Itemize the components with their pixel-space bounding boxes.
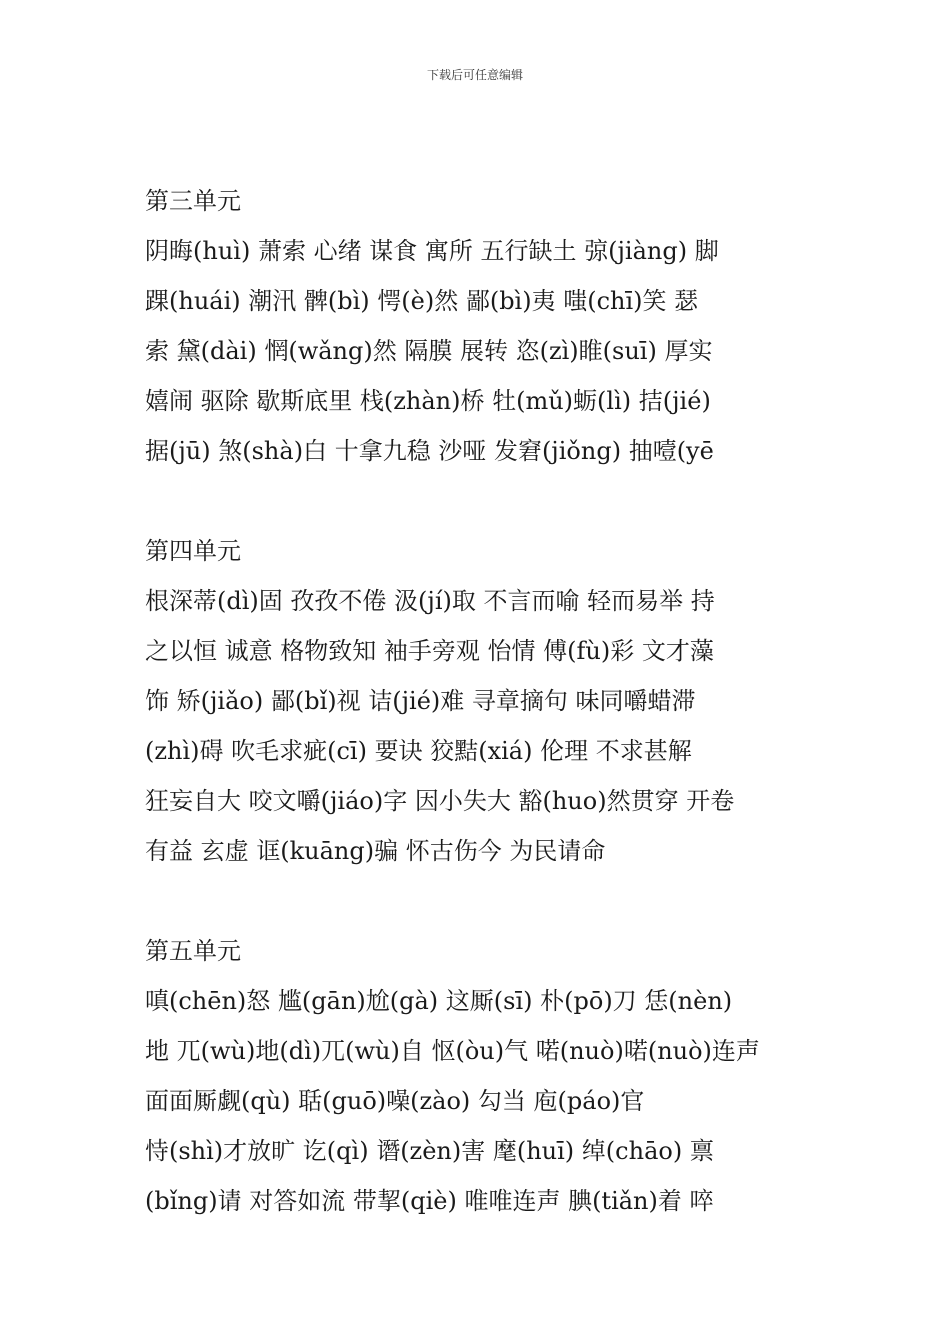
text-line: 根深蒂(dì)固 孜孜不倦 汲(jí)取 不言而喻 轻而易举 持	[145, 587, 715, 615]
text-line: 嬉闹 驱除 歇斯底里 栈(zhàn)桥 牡(mǔ)蛎(lì) 拮(jié)	[145, 387, 711, 415]
text-line: (bǐng)请 对答如流 带挈(qiè) 唯唯连声 腆(tiǎn)着 啐	[145, 1187, 714, 1215]
text-line: 嗔(chēn)怒 尴(gān)尬(gà) 这厮(sī) 朴(pō)刀 恁(nèn)	[145, 987, 733, 1015]
text-line: 有益 玄虚 诓(kuāng)骗 怀古伤今 为民请命	[145, 837, 606, 865]
text-line: 踝(huái) 潮汛 髀(bì) 愕(è)然 鄙(bì)夷 嗤(chī)笑 瑟	[145, 287, 699, 315]
page-header-note: 下载后可任意编辑	[426, 68, 523, 82]
section-title: 第四单元	[145, 537, 241, 565]
section-title: 第三单元	[145, 187, 241, 215]
text-line: 饰 矫(jiǎo) 鄙(bǐ)视 诘(jié)难 寻章摘句 味同嚼蜡滞	[145, 687, 696, 715]
section-title: 第五单元	[145, 937, 241, 965]
text-line: (zhì)碍 吹毛求疵(cī) 要诀 狡黠(xiá) 伦理 不求甚解	[145, 737, 692, 765]
section-unit-3	[145, 176, 810, 476]
section-gap	[145, 876, 810, 926]
text-line: 地 兀(wù)地(dì)兀(wù)自 怄(òu)气 喏(nuò)喏(nuò)连声	[145, 1037, 760, 1065]
text-line: 面面厮觑(qù) 聒(guō)噪(zào) 勾当 庖(páo)官	[145, 1087, 645, 1115]
text-line: 之以恒 诚意 格物致知 袖手旁观 怡情 傅(fù)彩 文才藻	[145, 637, 714, 665]
text-line: 索 黛(dài) 惘(wǎng)然 隔膜 展转 恣(zì)睢(suī) 厚实	[145, 337, 713, 365]
section-unit-4	[145, 526, 810, 876]
section-unit-5	[145, 926, 810, 1226]
section-gap	[145, 476, 810, 526]
text-line: 据(jū) 煞(shà)白 十拿九稳 沙哑 发窘(jiǒng) 抽噎(yē	[145, 437, 714, 465]
text-line: 狂妄自大 咬文嚼(jiáo)字 因小失大 豁(huo)然贯穿 开卷	[145, 787, 735, 815]
document-body	[145, 176, 810, 1226]
text-line: 阴晦(huì) 萧索 心绪 谋食 寓所 五行缺土 弶(jiàng) 脚	[145, 237, 719, 265]
text-line: 恃(shì)才放旷 讫(qì) 谮(zèn)害 麾(huī) 绰(chāo) 禀	[145, 1137, 714, 1165]
